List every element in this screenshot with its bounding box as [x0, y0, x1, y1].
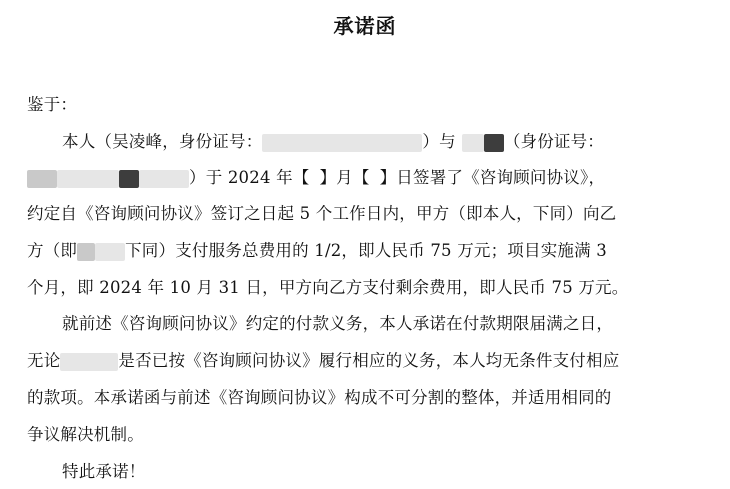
redacted-party-name — [60, 353, 118, 371]
line-4-text-a: 方（即 — [27, 241, 78, 260]
line-2-text-b: 】月【 — [319, 168, 370, 187]
paragraph-line-8: 的款项。本承诺函与前述《咨询顾问协议》构成不可分割的整体，并适用相同的 — [27, 388, 612, 407]
paragraph-line-5: 个月，即 2024 年 10 月 31 日，甲方向乙方支付剩余费用，即人民币 75 万元。 — [27, 278, 629, 297]
redacted-party-dark — [77, 243, 95, 261]
document-title: 承诺函 — [333, 14, 397, 38]
redacted-id-part-1 — [27, 170, 57, 188]
redacted-party-light — [95, 243, 125, 261]
paragraph-line-2 — [27, 167, 605, 189]
redacted-name-light — [462, 134, 484, 152]
paragraph-line-3: 约定自《咨询顾问协议》签订之日起 5 个工作日内，甲方（即本人，下同）向乙 — [27, 204, 617, 223]
paragraph-line-6: 就前述《咨询顾问协议》约定的付款义务，本人承诺在付款期限届满之日， — [62, 314, 614, 333]
line-1-text-a: 本人（吴凌峰，身份证号： — [62, 132, 263, 151]
redacted-id-part-3 — [119, 170, 139, 188]
line-2-text-c: 】日签署了《咨询顾问协议》， — [379, 168, 606, 187]
redacted-id-number — [262, 134, 422, 152]
redacted-id-part-4 — [139, 170, 189, 188]
line-4-text-b: 下同）支付服务总费用的 1/2，即人民币 75 万元；项目实施满 3 — [125, 241, 607, 260]
redacted-id-part-2 — [57, 170, 119, 188]
closing-line: 特此承诺！ — [62, 462, 146, 481]
line-2-text-a: ）于 2024 年【 — [189, 168, 310, 187]
line-1-text-b: ）与 — [422, 132, 456, 151]
paragraph-line-1 — [62, 131, 604, 153]
redacted-name-dark — [484, 134, 504, 152]
paragraph-line-9: 争议解决机制。 — [27, 425, 144, 444]
salutation: 鉴于： — [27, 95, 78, 114]
line-7-text-b: 是否已按《咨询顾问协议》履行相应的义务，本人均无条件支付相应 — [118, 351, 620, 370]
paragraph-line-4 — [27, 240, 607, 262]
paragraph-line-7 — [27, 350, 619, 372]
line-1-text-c: （身份证号： — [503, 132, 605, 151]
line-7-text-a: 无论 — [27, 351, 61, 370]
